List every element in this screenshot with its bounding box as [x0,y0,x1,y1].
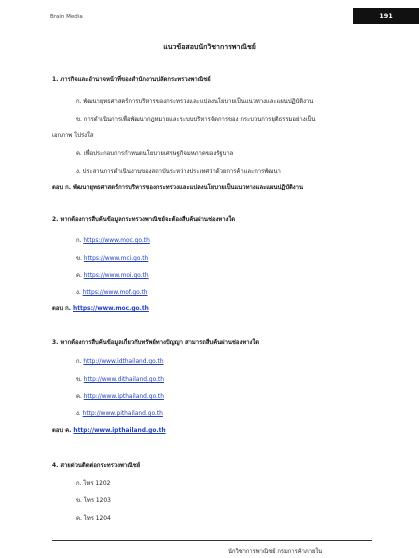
q3-option-b-prefix: ข. [76,377,84,383]
q3-answer [52,425,166,435]
q2-option-a-link[interactable]: https://www.moc.go.th [83,238,150,244]
q2-option-c [76,270,149,280]
q1-option-d: ง. ประสานการดำเนินงานของสถาบันระหว่างประเทศว่าด้วยการค้าและการพัฒนา [76,169,281,175]
question-2: 2. หากต้องการสืบค้นข้อมูลกระทรวงพาณิชย์จะต้องสืบค้นผ่านช่องทางใด [52,217,236,223]
q1-option-b: ข. การดำเนินการเพื่อพัฒนากฎหมายและระบบบริหารจัดการของ กระบวนการยุติธรรมอย่างเป็น [76,117,316,123]
page-title: แนวข้อสอบนักวิชาการพาณิชย์ [163,43,256,51]
q2-option-a [76,235,150,245]
q2-option-a-prefix: ก. [76,238,84,244]
q3-answer-prefix: ตอบ ค. [52,428,74,434]
q1-option-a: ก. พัฒนายุทธศาสตร์การบริหารของกระทรวงและแปลงนโยบายเป็นแนวทางและแผนปฏิบัติงาน [76,99,314,105]
q2-option-c-prefix: ค. [76,273,84,279]
q1-option-b-continued: เอกภาพ โปร่งใส [52,133,94,139]
q4-option-c: ค. โทร 1204 [76,516,111,522]
page-number-badge: 191 [353,8,419,24]
q2-answer-link[interactable]: https://www.moc.go.th [73,306,149,312]
brand-label: Brain Media [50,14,83,20]
q2-option-d [76,287,148,297]
q3-option-c [76,391,164,401]
q3-option-d-link[interactable]: http://www.pithailand.go.th [82,411,163,417]
q3-option-c-link[interactable]: http://www.ipthailand.go.th [83,394,164,400]
q2-option-b [76,253,148,263]
q2-answer-prefix: ตอบ ก. [52,306,74,312]
q4-option-a: ก. โทร 1202 [76,481,111,487]
q2-option-d-prefix: ง. [76,290,83,296]
q1-option-c: ค. เพื่อประกอบการกำหนดนโยบายเศรษฐกิจมหภาคของรัฐบาล [76,151,234,157]
footer-divider [52,540,372,541]
q3-option-b-link[interactable]: http://www.dithailand.go.th [83,377,165,383]
q3-option-a [76,356,164,366]
q4-option-b: ข. โทร 1203 [76,498,111,504]
q2-option-b-prefix: ข. [76,256,84,262]
q2-answer [52,303,149,313]
q3-answer-link[interactable]: http://www.ipthailand.go.th [73,428,166,434]
q2-option-d-link[interactable]: https://www.mof.go.th [82,290,148,296]
q3-option-a-prefix: ก. [76,359,84,365]
question-3: 3. หากต้องการสืบค้นข้อมูลเกี่ยวกับทรัพย์ทางปัญญา สามารถสืบค้นผ่านช่องทางใด [52,340,260,346]
q2-option-c-link[interactable]: https://www.moi.go.th [83,273,149,279]
q3-option-d [76,408,163,418]
q3-option-a-link[interactable]: http://www.idthailand.go.th [83,359,164,365]
q3-option-b [76,374,164,384]
question-4: 4. สายด่วนติดต่อกระทรวงพาณิชย์ [52,463,141,469]
q3-option-d-prefix: ง. [76,411,83,417]
question-1: 1. ภารกิจและอำนาจหน้าที่ของสำนักงานปลัดกระทรวงพาณิชย์ [52,77,211,83]
q2-option-b-link[interactable]: https://www.mci.go.th [83,256,149,262]
q3-option-c-prefix: ค. [76,394,84,400]
footer-text: นักวิชาการพาณิชย์ กรมการค้าภายใน [228,549,323,555]
q1-answer: ตอบ ก. พัฒนายุทธศาสตร์การบริหารของกระทรวงและแปลงนโยบายเป็นแนวทางและแผนปฏิบัติงาน [52,185,303,191]
